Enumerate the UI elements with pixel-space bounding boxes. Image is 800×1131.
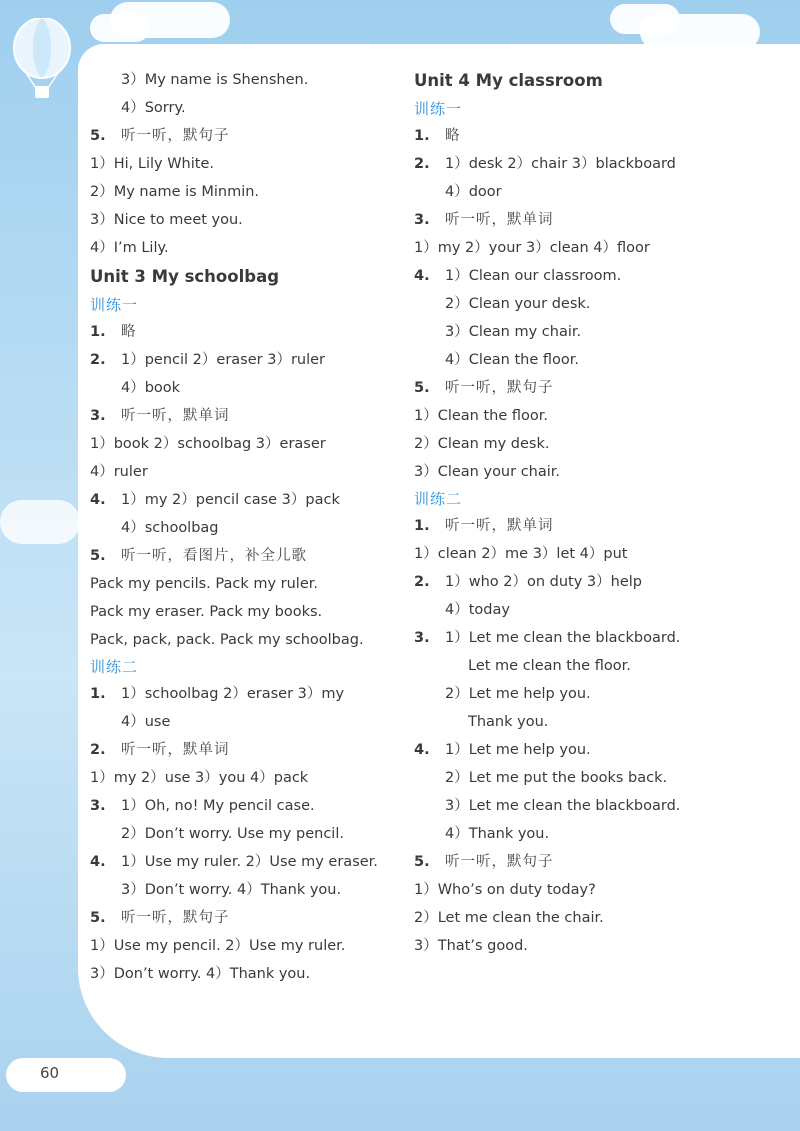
question-text: 1）Let me help you. xyxy=(445,742,591,758)
answer-line: 2）Clean your desk. xyxy=(445,296,591,312)
question-text: 1）Oh, no! My pencil case. xyxy=(121,798,315,814)
question-number: 4. xyxy=(90,854,106,870)
section-title: 训练一 xyxy=(414,100,463,118)
answer-page xyxy=(78,44,800,1058)
question-item xyxy=(90,848,410,876)
question-text: 听一听，默句子 xyxy=(121,128,230,144)
question-text: 听一听，默单词 xyxy=(445,212,554,228)
answer-line: 1）my 2）your 3）clean 4）floor xyxy=(414,240,650,256)
question-number: 3. xyxy=(90,798,106,814)
question-number: 3. xyxy=(90,408,106,424)
question-number: 4. xyxy=(414,268,430,284)
question-item xyxy=(90,904,410,932)
question-number: 1. xyxy=(90,324,106,340)
answer-line: 1）Hi, Lily White. xyxy=(90,156,214,172)
question-item xyxy=(90,402,410,430)
answer-line: 4）today xyxy=(445,602,510,618)
question-number: 1. xyxy=(90,686,106,702)
question-text: 听一听，默单词 xyxy=(121,742,230,758)
question-item xyxy=(90,680,410,708)
question-text: 听一听，默句子 xyxy=(445,380,554,396)
question-item xyxy=(414,512,794,540)
question-number: 3. xyxy=(414,630,430,646)
answer-line: 4）ruler xyxy=(90,464,148,480)
cloud-decoration xyxy=(90,14,150,42)
section-title: 训练一 xyxy=(90,296,139,314)
answer-line: Thank you. xyxy=(468,714,549,730)
question-number: 1. xyxy=(414,518,430,534)
question-text: 1）schoolbag 2）eraser 3）my xyxy=(121,686,345,702)
answer-line: 4）book xyxy=(121,380,181,396)
question-number: 2. xyxy=(90,742,106,758)
answer-line: 2）Let me help you. xyxy=(445,686,591,702)
section-title: 训练二 xyxy=(90,658,139,676)
question-item xyxy=(90,318,410,346)
question-item xyxy=(414,150,794,178)
question-item xyxy=(414,122,794,150)
question-item xyxy=(414,624,794,652)
cloud-decoration xyxy=(0,500,80,544)
answer-line: 1）my 2）use 3）you 4）pack xyxy=(90,770,309,786)
question-number: 5. xyxy=(90,548,106,564)
page-number-cloud xyxy=(6,1058,126,1092)
answer-line: 1）Clean the floor. xyxy=(414,408,549,424)
question-number: 2. xyxy=(90,352,106,368)
answer-line: 3）Let me clean the blackboard. xyxy=(445,798,681,814)
answer-line: Let me clean the floor. xyxy=(468,658,631,674)
question-number: 2. xyxy=(414,156,430,172)
question-item xyxy=(90,122,410,150)
answer-line: 4）Sorry. xyxy=(121,100,186,116)
answer-line: 2）Don’t worry. Use my pencil. xyxy=(121,826,344,842)
right-column xyxy=(414,66,794,960)
question-item xyxy=(414,736,794,764)
cloud-decoration xyxy=(610,4,680,34)
question-number: 3. xyxy=(414,212,430,228)
section-title: 训练二 xyxy=(414,490,463,508)
answer-line: Pack my pencils. Pack my ruler. xyxy=(90,576,318,592)
left-column xyxy=(90,66,410,988)
answer-line: 1）Who’s on duty today? xyxy=(414,882,596,898)
question-number: 4. xyxy=(90,492,106,508)
question-text: 略 xyxy=(445,128,461,144)
question-item xyxy=(414,374,794,402)
answer-line: 2）Clean my desk. xyxy=(414,436,550,452)
question-text: 1）my 2）pencil case 3）pack xyxy=(121,492,340,508)
answer-line: 3）Clean my chair. xyxy=(445,324,582,340)
answer-line: 4）schoolbag xyxy=(121,520,219,536)
page-number: 60 xyxy=(40,1064,60,1082)
question-text: 1）who 2）on duty 3）help xyxy=(445,574,642,590)
answer-line: 3）Don’t worry. 4）Thank you. xyxy=(90,966,311,982)
answer-line: 3）Clean your chair. xyxy=(414,464,561,480)
question-text: 1）pencil 2）eraser 3）ruler xyxy=(121,352,326,368)
answer-line: 4）use xyxy=(121,714,171,730)
answer-line: Pack, pack, pack. Pack my schoolbag. xyxy=(90,632,364,648)
answer-line: 1）book 2）schoolbag 3）eraser xyxy=(90,436,326,452)
question-item xyxy=(90,792,410,820)
question-text: 1）Let me clean the blackboard. xyxy=(445,630,681,646)
question-number: 5. xyxy=(414,854,430,870)
question-item xyxy=(90,542,410,570)
answer-line: 3）My name is Shenshen. xyxy=(121,72,309,88)
answer-line: 4）Thank you. xyxy=(445,826,550,842)
question-item xyxy=(90,736,410,764)
question-text: 听一听，默单词 xyxy=(121,408,230,424)
question-number: 5. xyxy=(90,910,106,926)
question-text: 1）desk 2）chair 3）blackboard xyxy=(445,156,676,172)
answer-line: 2）Let me clean the chair. xyxy=(414,910,604,926)
question-text: 听一听，看图片，补全儿歌 xyxy=(121,548,307,564)
answer-line: 4）door xyxy=(445,184,502,200)
question-text: 1）Use my ruler. 2）Use my eraser. xyxy=(121,854,378,870)
question-item xyxy=(90,486,410,514)
question-item xyxy=(414,206,794,234)
question-number: 5. xyxy=(90,128,106,144)
answer-line: 2）Let me put the books back. xyxy=(445,770,668,786)
answer-line: 1）Use my pencil. 2）Use my ruler. xyxy=(90,938,346,954)
question-item xyxy=(414,568,794,596)
answer-line: 3）Nice to meet you. xyxy=(90,212,243,228)
unit-title: Unit 3 My schoolbag xyxy=(90,267,280,286)
question-number: 1. xyxy=(414,128,430,144)
hot-air-balloon-icon xyxy=(10,18,74,100)
answer-line: 1）clean 2）me 3）let 4）put xyxy=(414,546,628,562)
answer-line: 3）That’s good. xyxy=(414,938,528,954)
question-text: 1）Clean our classroom. xyxy=(445,268,622,284)
answer-line: Pack my eraser. Pack my books. xyxy=(90,604,323,620)
question-item xyxy=(90,346,410,374)
question-text: 听一听，默单词 xyxy=(445,518,554,534)
question-number: 4. xyxy=(414,742,430,758)
question-number: 2. xyxy=(414,574,430,590)
answer-line: 4）I’m Lily. xyxy=(90,240,169,256)
question-text: 听一听，默句子 xyxy=(445,854,554,870)
answer-line: 2）My name is Minmin. xyxy=(90,184,260,200)
question-number: 5. xyxy=(414,380,430,396)
question-item xyxy=(414,848,794,876)
question-text: 略 xyxy=(121,324,137,340)
question-item xyxy=(414,262,794,290)
answer-line: 3）Don’t worry. 4）Thank you. xyxy=(121,882,342,898)
answer-line: 4）Clean the floor. xyxy=(445,352,580,368)
unit-title: Unit 4 My classroom xyxy=(414,71,603,90)
question-text: 听一听，默句子 xyxy=(121,910,230,926)
